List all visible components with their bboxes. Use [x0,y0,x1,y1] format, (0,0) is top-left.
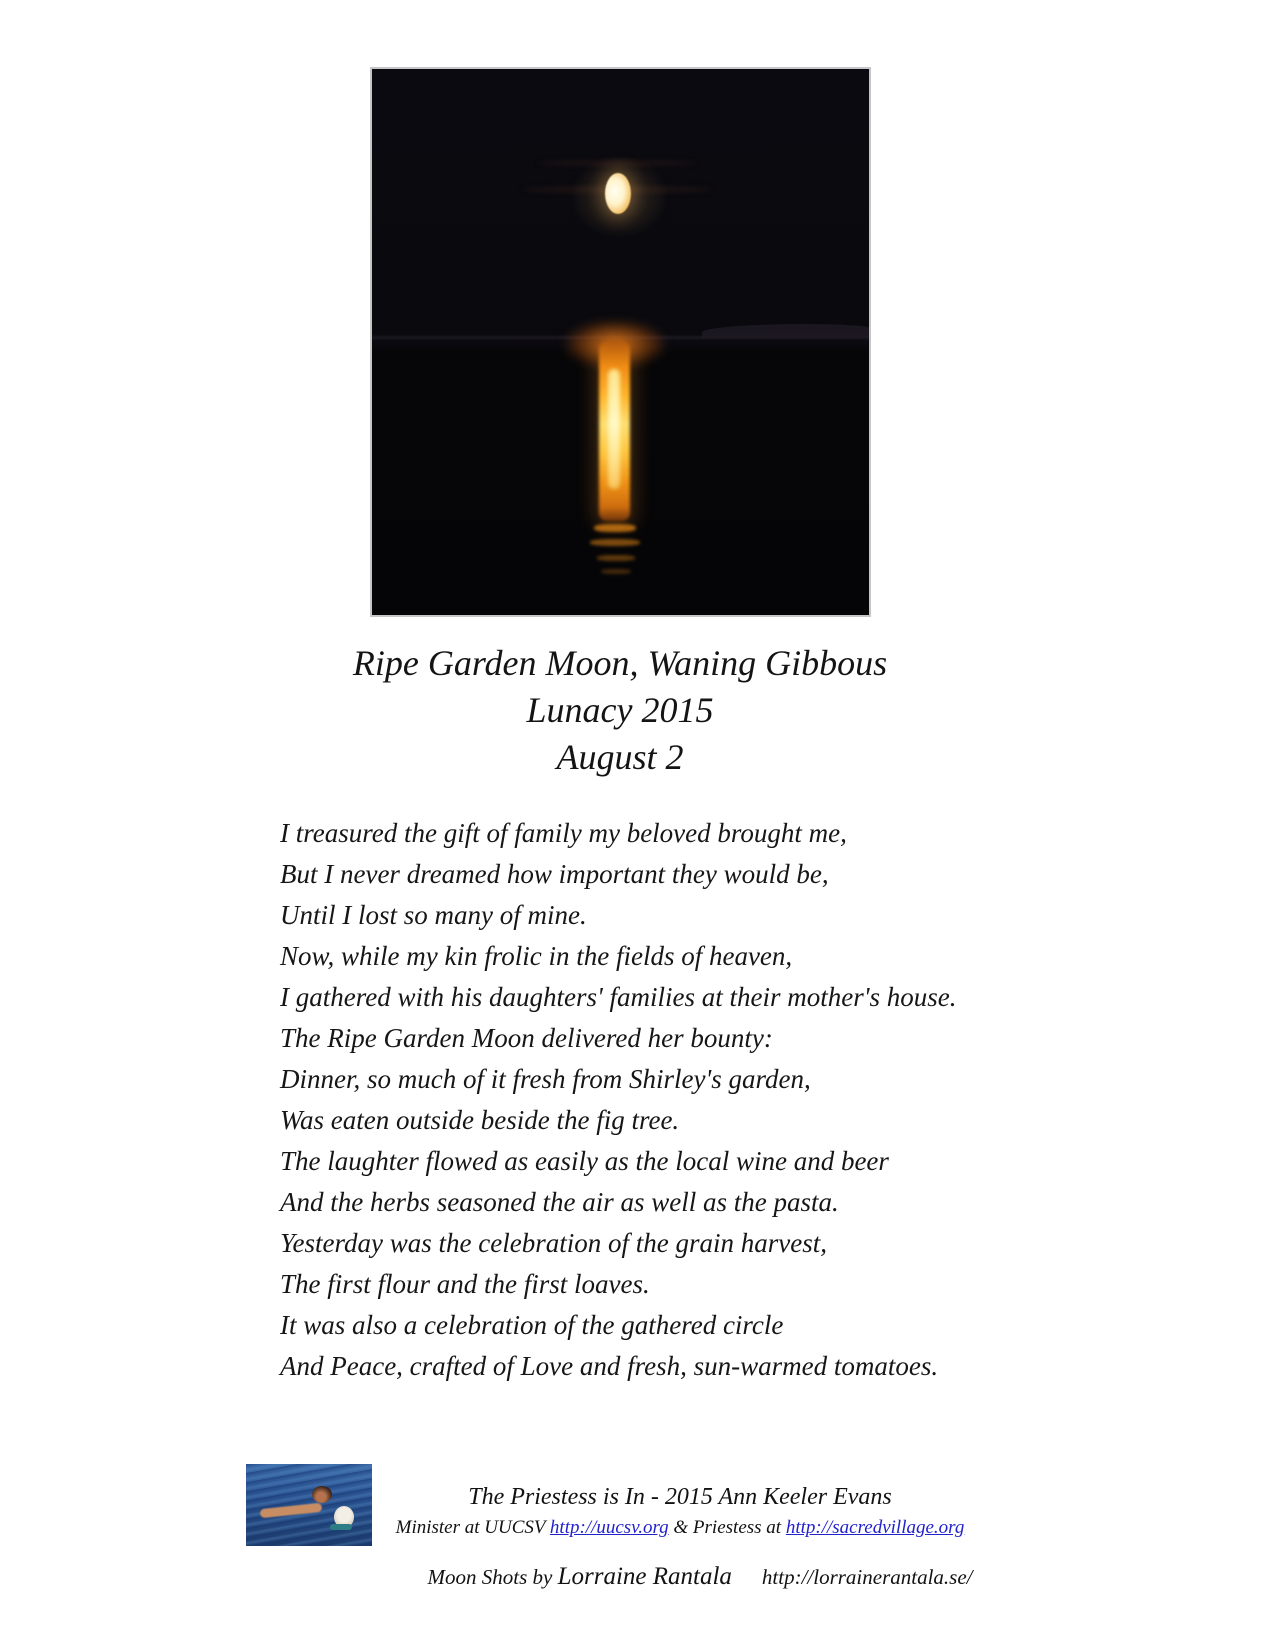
footer-block [300,1481,1060,1541]
photo-credit [150,1563,1250,1591]
poem-line: But I never dreamed how important they would be, [280,859,829,889]
poem-line: The laughter flowed as easily as the local wine and beer [280,1146,889,1176]
water-ripple [601,569,631,574]
credit-url: http://lorrainerantala.se/ [761,1565,973,1589]
poem-line: And Peace, crafted of Love and fresh, sun-warmed tomatoes. [280,1351,939,1381]
water-ripple [597,555,635,561]
poem-line: Was eaten outside beside the fig tree. [280,1105,680,1135]
poem-line: I gathered with his daughters' families at their mother's house. [280,982,957,1012]
footer-roles-mid: & Priestess at [668,1517,786,1538]
poem [280,813,1200,1387]
water-ripple [590,539,640,546]
footer-roles [300,1514,1060,1541]
poem-line: Dinner, so much of it fresh from Shirley's garden, [280,1064,811,1094]
moon [605,173,631,214]
poem-line: Now, while my kin frolic in the fields of heaven, [280,941,793,971]
sacredvillage-link[interactable]: http://sacredvillage.org [785,1517,965,1538]
shore-silhouette [702,324,871,338]
title-block [0,640,1240,781]
poem-line: The Ripe Garden Moon delivered her bounty: [280,1023,773,1053]
poem-line: Yesterday was the celebration of the grain harvest, [280,1228,827,1258]
water-ripple [594,524,636,532]
poem-line: The first flour and the first loaves. [280,1269,650,1299]
poem-line: And the herbs seasoned the air as well as the pasta. [280,1187,839,1217]
footer-roles-prefix: Minister at UUCSV [395,1517,550,1538]
credit-prefix: Moon Shots by [427,1565,558,1589]
poem-line: I treasured the gift of family my beloved brought me, [280,818,847,848]
poem-line: Until I lost so many of mine. [280,900,587,930]
credit-name: Lorraine Rantala [557,1563,732,1590]
moon-reflection-core [608,369,620,489]
moon-photo [370,67,871,617]
title-line-2: Lunacy 2015 [526,690,714,730]
footer-title: The Priestess is In - 2015 Ann Keeler Evans [468,1484,892,1510]
poem-line: It was also a celebration of the gathered circle [280,1310,784,1340]
uucsv-link[interactable]: http://uucsv.org [549,1517,669,1538]
title-line-3: August 2 [556,737,684,777]
title-line-1: Ripe Garden Moon, Waning Gibbous [352,643,888,683]
